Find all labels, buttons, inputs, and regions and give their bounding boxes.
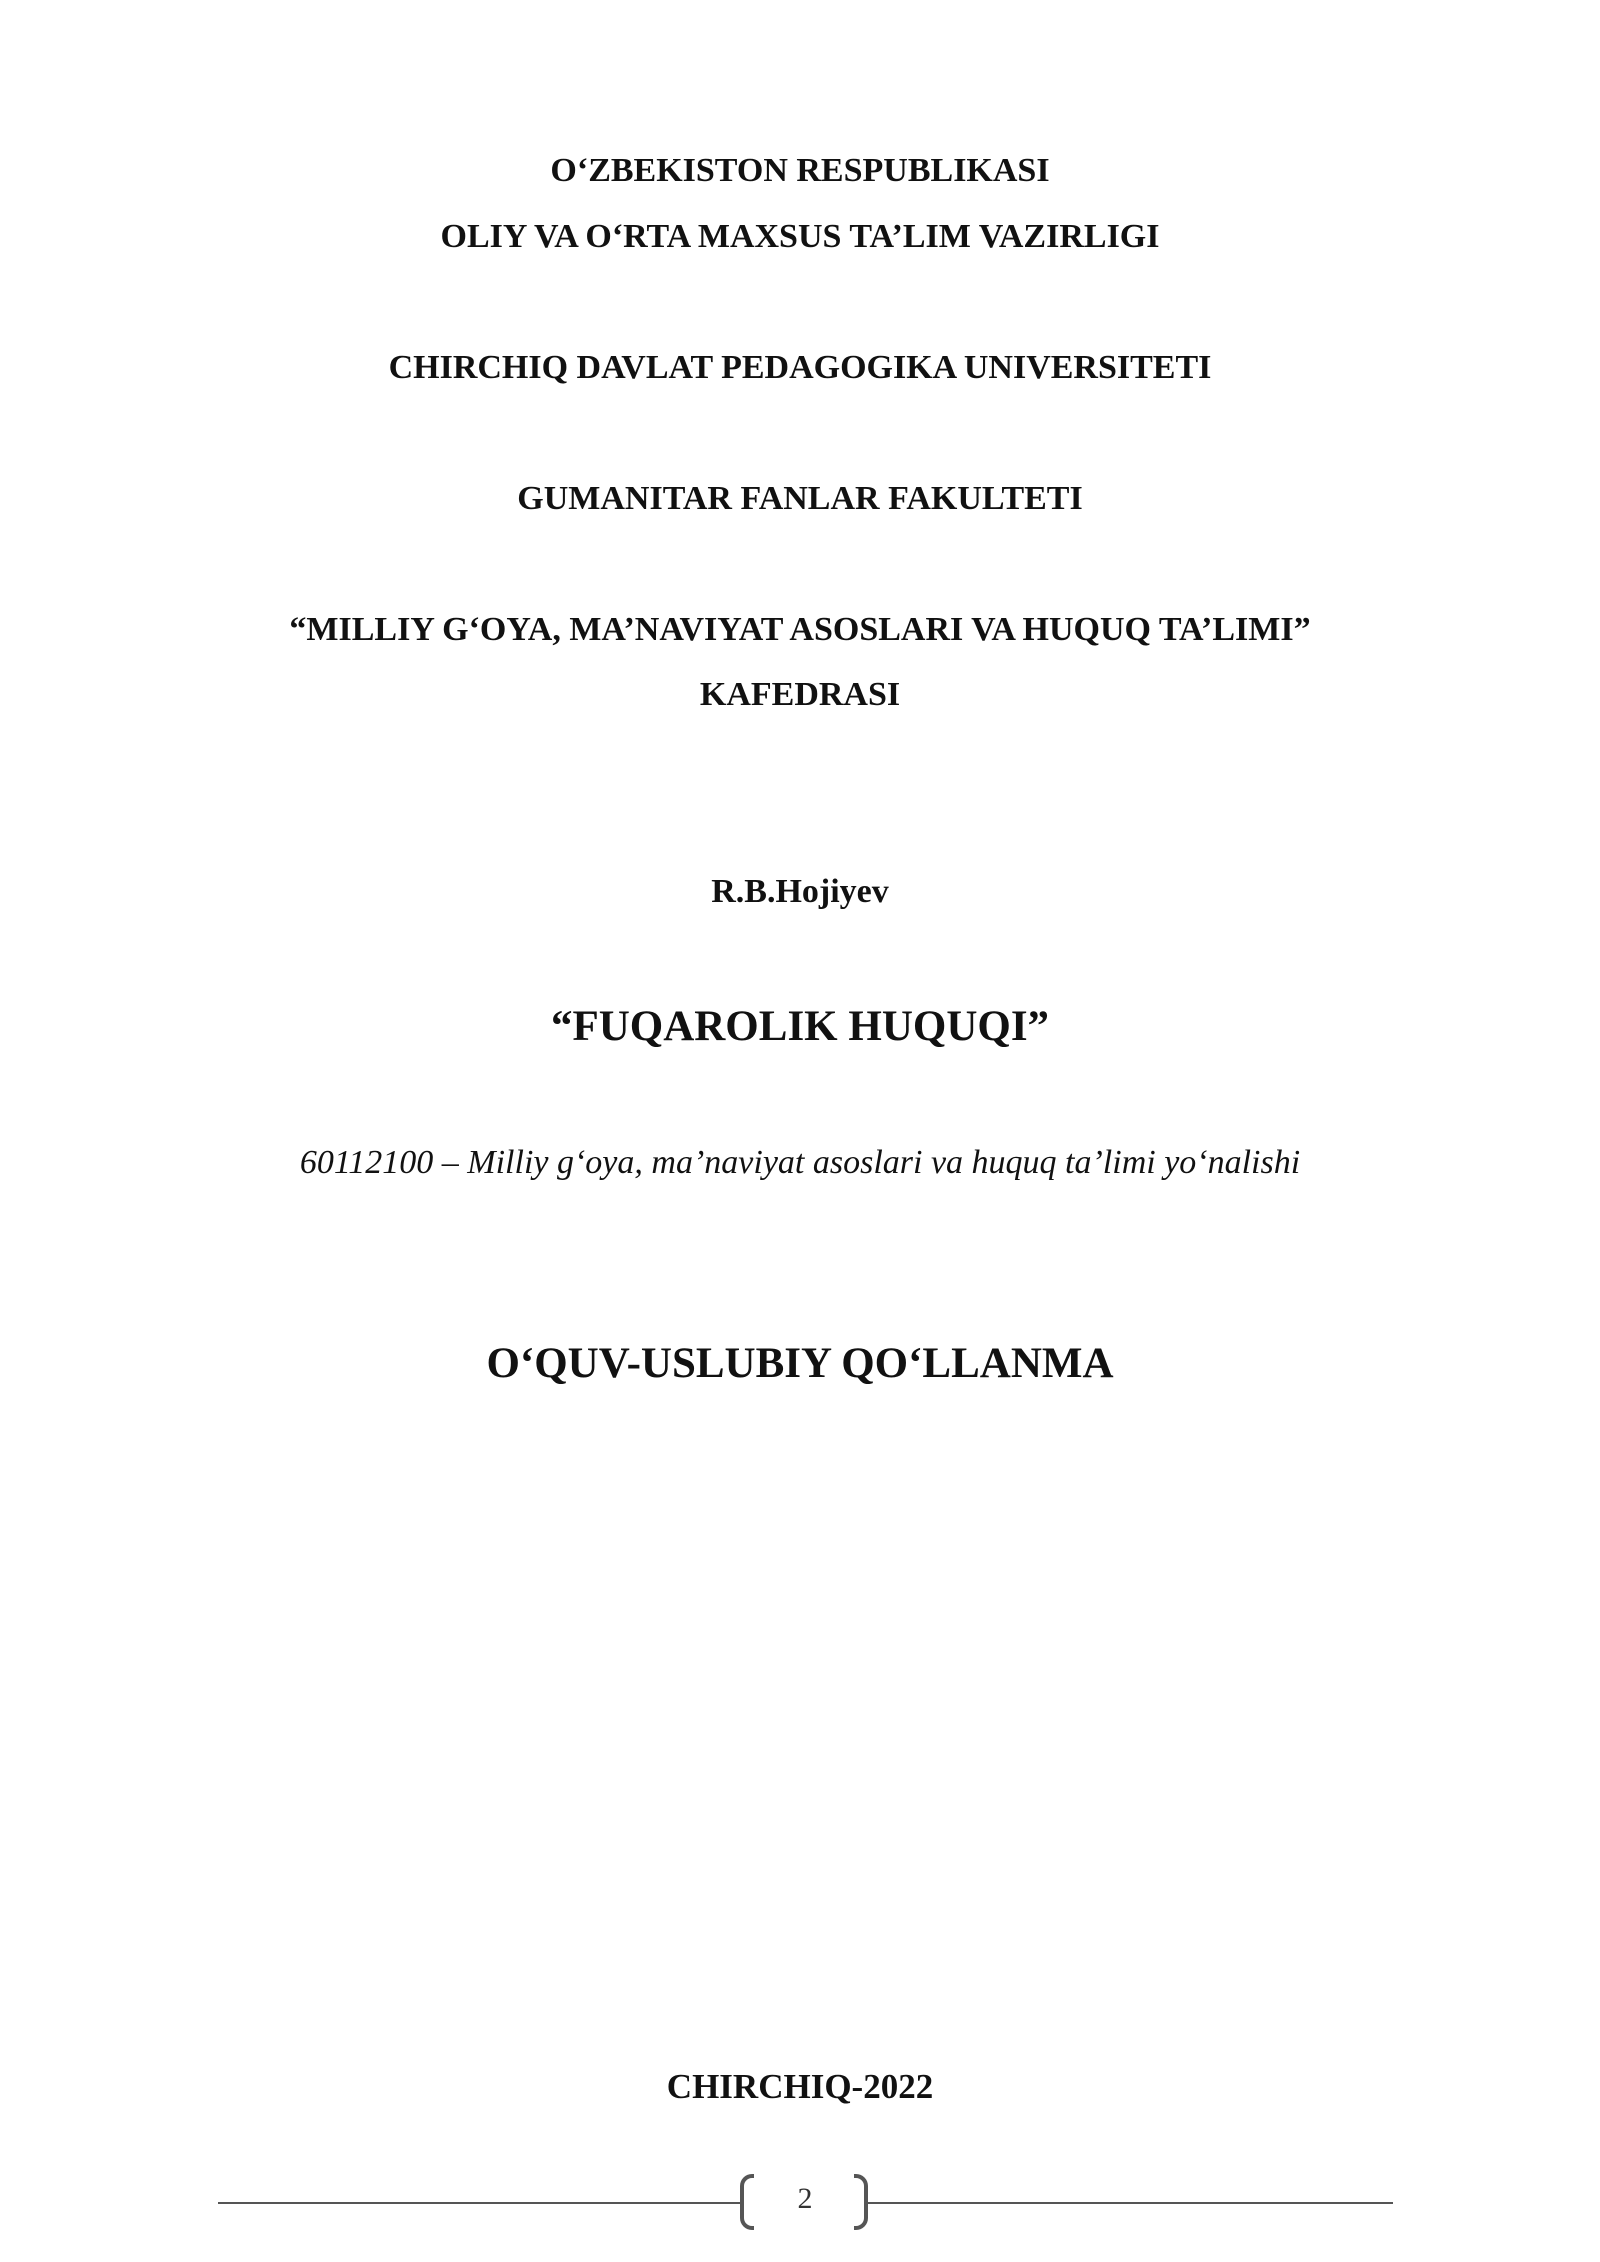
footer-rule-left (218, 2202, 740, 2204)
ministry-heading: OLIY VA O‘RTA MAXSUS TA’LIM VAZIRLIGI (440, 218, 1160, 255)
page-number: 2 (797, 2182, 813, 2215)
footer-rule-right (868, 2202, 1393, 2204)
page-number-open-bracket (740, 2174, 754, 2230)
university-heading: CHIRCHIQ DAVLAT PEDAGOGIKA UNIVERSITETI (388, 349, 1212, 386)
document-title: “FUQAROLIK HUQUQI” (550, 1003, 1050, 1050)
specialty-line: 60112100 – Milliy g‘oya, ma’naviyat asoslari va huquq ta’limi yo‘nalishi (299, 1144, 1301, 1181)
author-name: R.B.Hojiyev (711, 873, 889, 910)
department-heading-line1: “MILLIY G‘OYA, MA’NAVIYAT ASOSLARI VA HUQUQ TA’LIMI” (289, 611, 1311, 648)
page-number-close-bracket (854, 2174, 868, 2230)
document-type-heading: O‘QUV-USLUBIY QO‘LLANMA (486, 1340, 1114, 1387)
department-heading-line2: KAFEDRASI (699, 676, 901, 713)
faculty-heading: GUMANITAR FANLAR FAKULTETI (517, 480, 1083, 517)
place-year: CHIRCHIQ-2022 (666, 2067, 934, 2106)
country-heading: O‘ZBEKISTON RESPUBLIKASI (550, 152, 1050, 189)
